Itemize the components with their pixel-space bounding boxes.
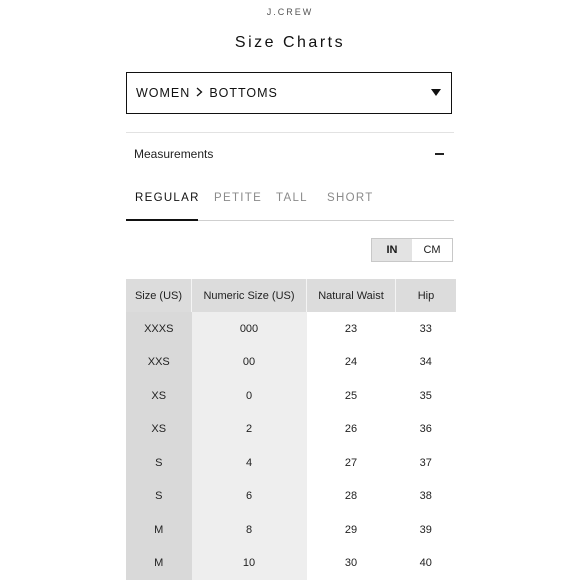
unit-toggle: [371, 238, 453, 262]
cell-size-us: XS: [126, 379, 192, 413]
cell-size-us: S: [126, 480, 192, 514]
chevron-right-icon: [196, 86, 203, 100]
cell-natural-waist: 24: [307, 346, 396, 380]
cell-size-us: XXXS: [126, 312, 192, 346]
cell-natural-waist: 29: [307, 513, 396, 547]
cell-natural-waist: 26: [307, 413, 396, 447]
header-numeric-size: Numeric Size (US): [192, 279, 307, 312]
table-row: [126, 413, 456, 447]
unit-cm-button[interactable]: CM: [423, 244, 441, 256]
cell-natural-waist: 25: [307, 379, 396, 413]
size-chart-table: [126, 279, 456, 580]
cell-numeric-size: 8: [192, 513, 307, 547]
category-women: WOMEN: [136, 86, 191, 100]
cell-natural-waist: 30: [307, 547, 396, 580]
cell-hip: 40: [396, 547, 457, 580]
unit-in-button[interactable]: IN: [372, 239, 412, 261]
category-dropdown[interactable]: [126, 72, 452, 114]
cell-natural-waist: 23: [307, 312, 396, 346]
cell-size-us: S: [126, 446, 192, 480]
caret-down-icon: [431, 89, 441, 96]
table-header-row: [126, 279, 456, 312]
table-row: [126, 379, 456, 413]
fit-tabs: [126, 186, 454, 221]
header-hip: Hip: [396, 279, 457, 312]
tab-tall[interactable]: TALL: [276, 192, 308, 204]
cell-natural-waist: 27: [307, 446, 396, 480]
measurements-label: Measurements: [134, 147, 214, 161]
tab-regular[interactable]: REGULAR: [135, 192, 200, 204]
page-title: Size Charts: [234, 34, 346, 51]
header-size-us: Size (US): [126, 279, 192, 312]
active-tab-indicator: [126, 219, 198, 221]
cell-hip: 33: [396, 312, 457, 346]
table-row: [126, 346, 456, 380]
cell-size-us: XXS: [126, 346, 192, 380]
cell-numeric-size: 6: [192, 480, 307, 514]
category-bottoms: BOTTOMS: [209, 86, 278, 100]
cell-numeric-size: 0: [192, 379, 307, 413]
cell-numeric-size: 00: [192, 346, 307, 380]
cell-hip: 35: [396, 379, 457, 413]
divider: [126, 132, 454, 133]
cell-hip: 37: [396, 446, 457, 480]
table-row: [126, 446, 456, 480]
cell-numeric-size: 000: [192, 312, 307, 346]
table-row: [126, 513, 456, 547]
header-natural-waist: Natural Waist: [307, 279, 396, 312]
cell-size-us: M: [126, 513, 192, 547]
cell-natural-waist: 28: [307, 480, 396, 514]
cell-hip: 34: [396, 346, 457, 380]
cell-size-us: XS: [126, 413, 192, 447]
table-row: [126, 480, 456, 514]
cell-hip: 38: [396, 480, 457, 514]
tab-petite[interactable]: PETITE: [214, 192, 263, 204]
cell-hip: 39: [396, 513, 457, 547]
table-row: [126, 547, 456, 580]
tab-short[interactable]: SHORT: [327, 192, 374, 204]
brand-logo: J.CREW: [266, 7, 314, 17]
cell-hip: 36: [396, 413, 457, 447]
cell-numeric-size: 10: [192, 547, 307, 580]
cell-numeric-size: 2: [192, 413, 307, 447]
table-row: [126, 312, 456, 346]
cell-numeric-size: 4: [192, 446, 307, 480]
cell-size-us: M: [126, 547, 192, 580]
minus-icon[interactable]: [435, 153, 444, 155]
measurements-accordion[interactable]: [126, 142, 454, 166]
category-dropdown-label: [136, 86, 278, 100]
